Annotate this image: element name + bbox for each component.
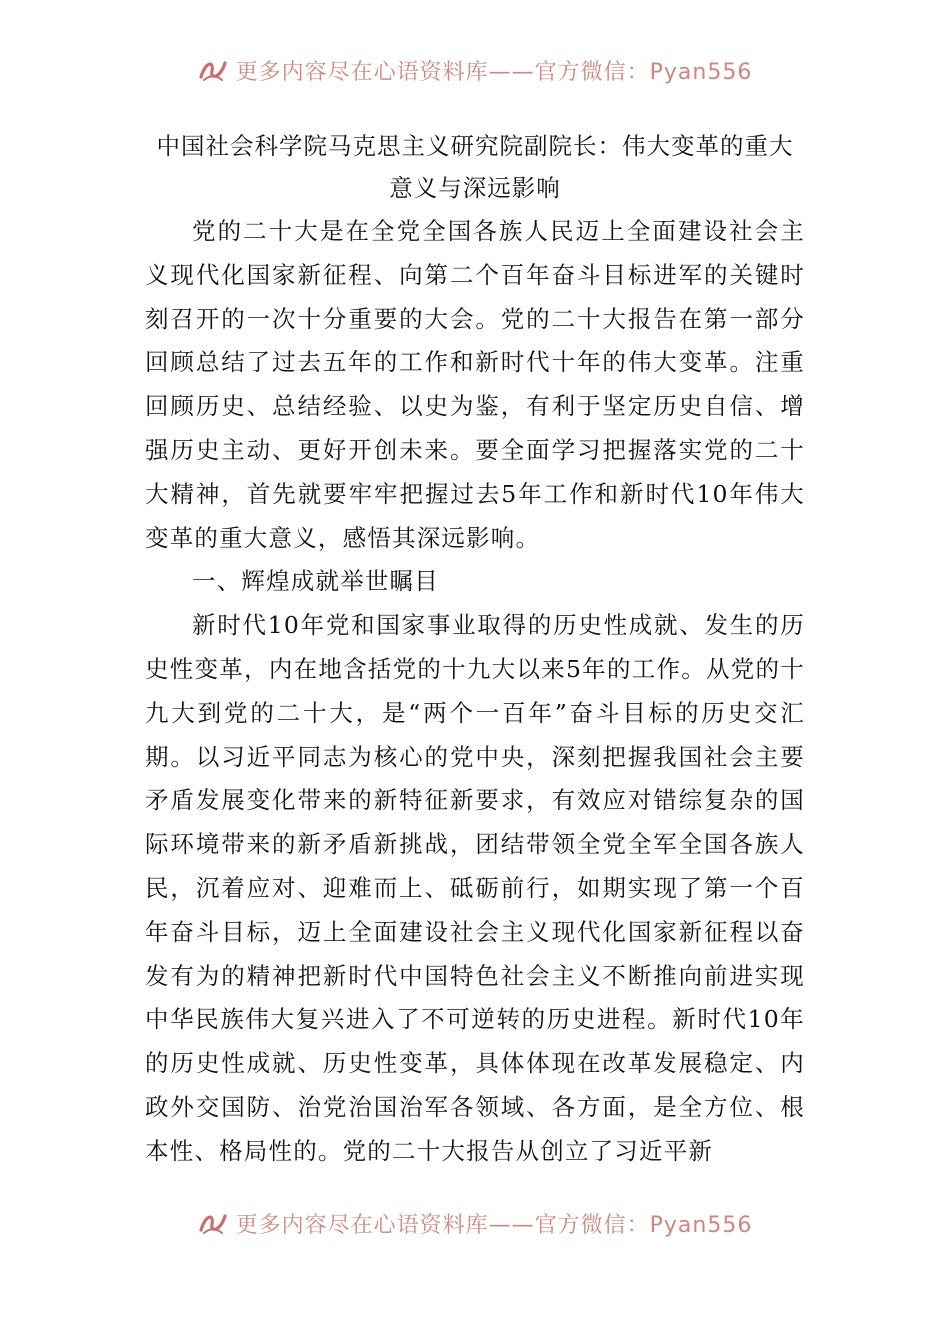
document-title: 中国社会科学院马克思主义研究院副院长：伟大变革的重大意义与深远影响: [156, 132, 794, 202]
document-body: [145, 210, 805, 1174]
paragraph-achievements: 新时代10年党和国家事业取得的历史性成就、发生的历史性变革，内在地含括党的十九大以来5年的工作。从党的十九大到党的二十大，是“两个一百年”奋斗目标的历史交汇期。以习近平同志为核心的党中央，深刻把握我国社会主要矛盾发展变化带来的新特征新要求，有效应对错综复杂的国际环境带来的新矛盾新挑战，团结带领全党全军全国各族人民，沉着应对、迎难而上、砥砺前行，如期实现了第一个百年奋斗目标，迈上全面建设社会主义现代化国家新征程以奋发有为的精神把新时代中国特色社会主义不断推向前进实现中华民族伟大复兴进入了不可逆转的历史进程。新时代10年的历史性成就、历史性变革，具体体现在改革发展稳定、内政外交国防、治党治国治军各领域、各方面，是全方位、根本性、格局性的。党的二十大报告从创立了习近平新: [145, 611, 805, 1165]
section-heading: 一、辉煌成就举世瞩目: [192, 567, 439, 596]
watermark-text: 更多内容尽在心语资料库——官方微信：Pyan556: [235, 1212, 753, 1238]
watermark-text: 更多内容尽在心语资料库——官方微信：Pyan556: [235, 59, 753, 85]
ribbon-logo-icon: [198, 57, 228, 83]
watermark-banner-bottom: [0, 1203, 950, 1243]
watermark-banner-top: [0, 50, 950, 90]
ribbon-logo-icon: [198, 1210, 228, 1236]
paragraph-intro: 党的二十大是在全党全国各族人民迈上全面建设社会主义现代化国家新征程、向第二个百年奋斗目标进军的关键时刻召开的一次十分重要的大会。党的二十大报告在第一部分回顾总结了过去五年的工作和新时代十年的伟大变革。注重回顾历史、总结经验、以史为鉴，有利于坚定历史自信、增强历史主动、更好开创未来。要全面学习把握落实党的二十大精神，首先就要牢牢把握过去5年工作和新时代10年伟大变革的重大意义，感悟其深远影响。: [145, 217, 805, 552]
